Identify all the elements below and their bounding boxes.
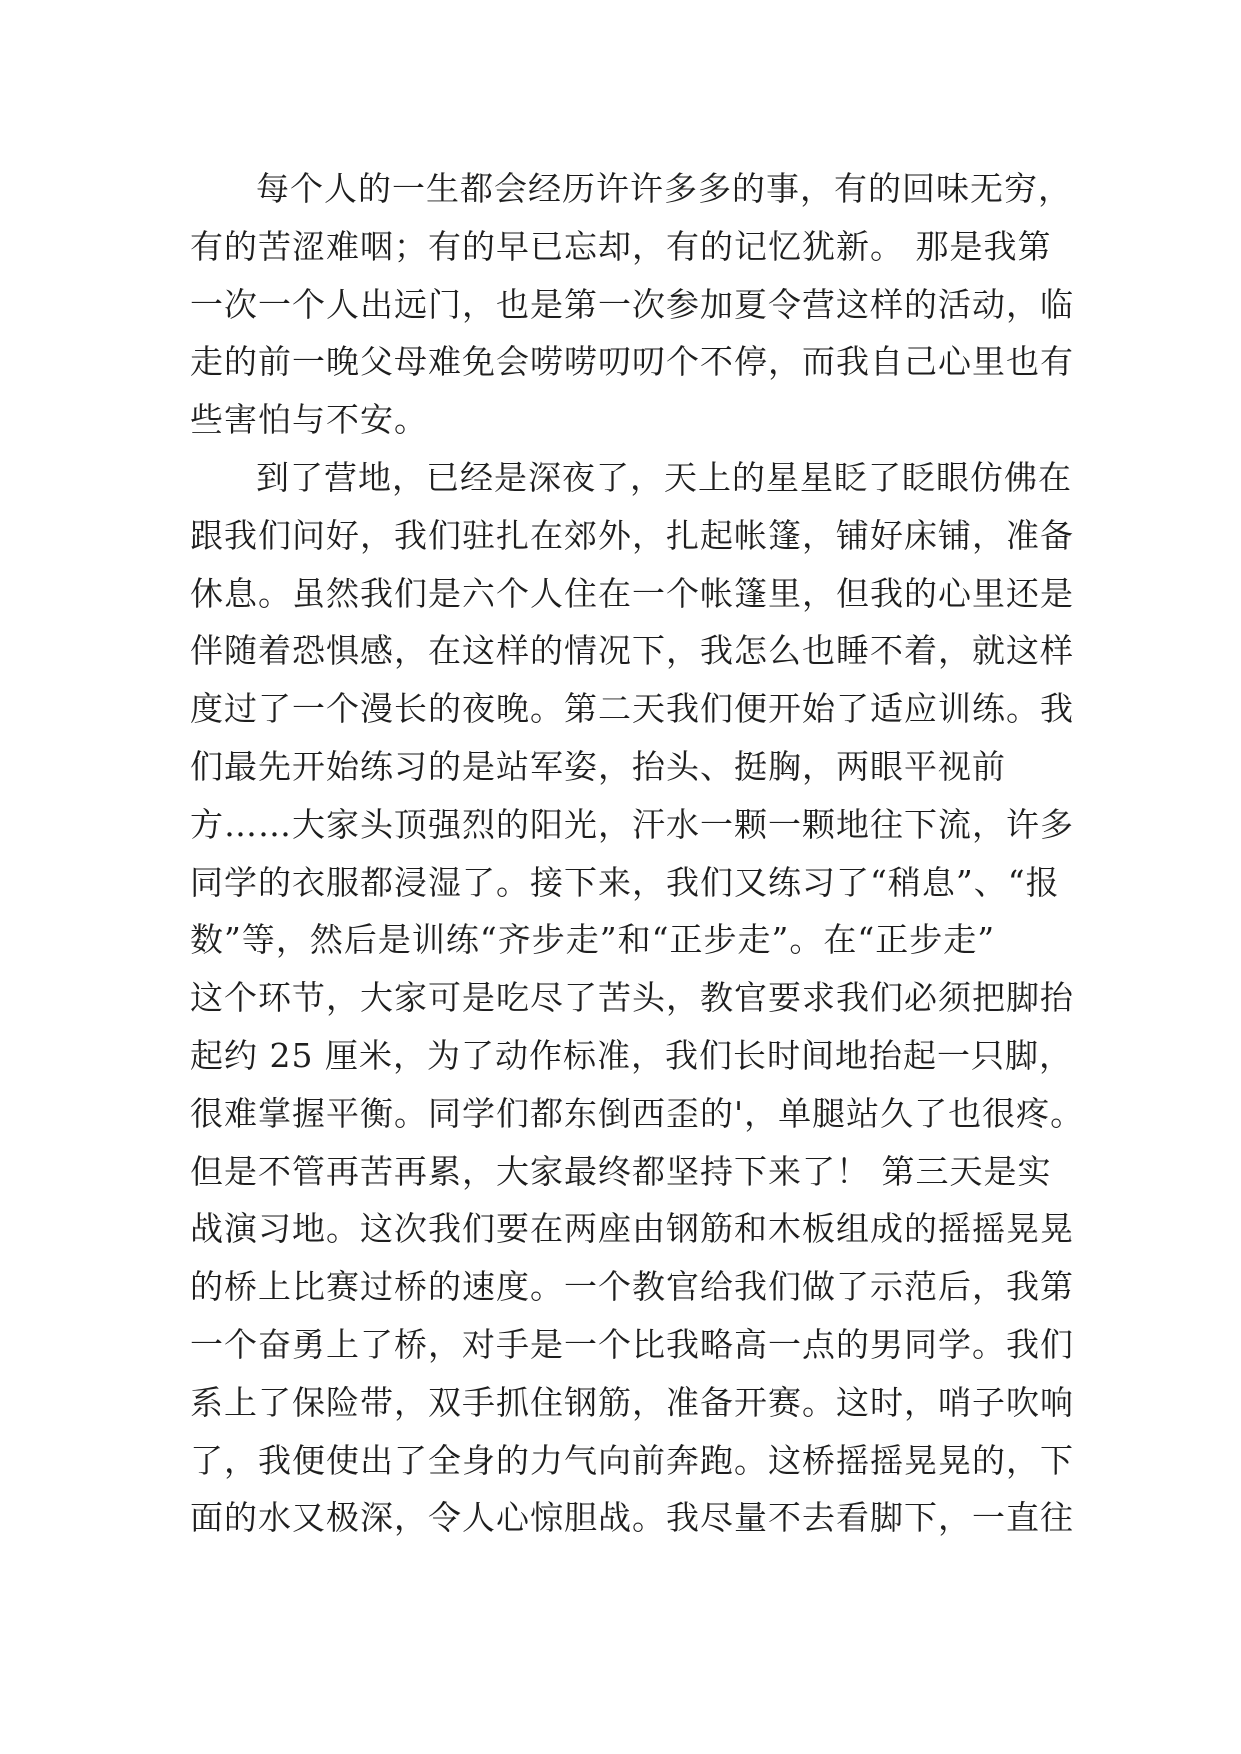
text-line: 这个环节，大家可是吃尽了苦头，教官要求我们必须把脚抬: [190, 978, 1074, 1018]
text-line: 到了营地，已经是深夜了，天上的星星眨了眨眼仿佛在: [256, 457, 1072, 497]
text-line: 但是不管再苦再累，大家最终都坚持下来了！ 第三天是实: [190, 1151, 1052, 1191]
text-line: 有的苦涩难咽；有的早已忘却，有的记忆犹新。 那是我第: [190, 226, 1052, 266]
text-line: 伴随着恐惧感，在这样的情况下，我怎么也睡不着，就这样: [190, 631, 1074, 671]
text-line: 同学的衣服都浸湿了。接下来，我们又练习了“稍息”、“报: [190, 862, 1060, 902]
text-line: 一个奋勇上了桥，对手是一个比我略高一点的男同学。我们: [190, 1324, 1074, 1364]
text-line: 方……大家头顶强烈的阳光，汗水一颗一颗地往下流，许多: [190, 804, 1074, 844]
paragraph-2: [190, 449, 1090, 1547]
text-line: 面的水又极深，令人心惊胆战。我尽量不去看脚下，一直往: [190, 1498, 1074, 1538]
text-line: 跟我们问好，我们驻扎在郊外，扎起帐篷，铺好床铺，准备: [190, 515, 1074, 555]
text-line: 系上了保险带，双手抓住钢筋，准备开赛。这时，哨子吹响: [190, 1382, 1074, 1422]
paragraph-1: [190, 160, 1090, 449]
text-line: 们最先开始练习的是站军姿，抬头、挺胸，两眼平视前: [190, 746, 1006, 786]
text-line: 一次一个人出远门，也是第一次参加夏令营这样的活动，临: [190, 284, 1074, 324]
text-line: 数”等，然后是训练“齐步走”和“正步走”。在“正步走”: [190, 920, 996, 960]
text-line: 了，我便使出了全身的力气向前奔跑。这桥摇摇晃晃的，下: [190, 1440, 1074, 1480]
text-line: 走的前一晚父母难免会唠唠叨叨个不停，而我自己心里也有: [190, 342, 1074, 382]
text-line: 很难掌握平衡。同学们都东倒西歪的'，单腿站久了也很疼。: [190, 1093, 1085, 1133]
text-line: 每个人的一生都会经历许许多多的事，有的回味无穷，: [256, 169, 1072, 208]
text-line: 战演习地。这次我们要在两座由钢筋和木板组成的摇摇晃晃: [190, 1209, 1074, 1249]
text-line: 度过了一个漫长的夜晚。第二天我们便开始了适应训练。我: [190, 689, 1074, 729]
text-line: 休息。虽然我们是六个人住在一个帐篷里，但我的心里还是: [190, 573, 1074, 613]
text-line: 起约 25 厘米，为了动作标准，我们长时间地抬起一只脚，: [190, 1035, 1073, 1075]
document-body: [190, 160, 1090, 1547]
text-line: 的桥上比赛过桥的速度。一个教官给我们做了示范后，我第: [190, 1267, 1074, 1307]
text-line: 些害怕与不安。: [190, 400, 428, 440]
